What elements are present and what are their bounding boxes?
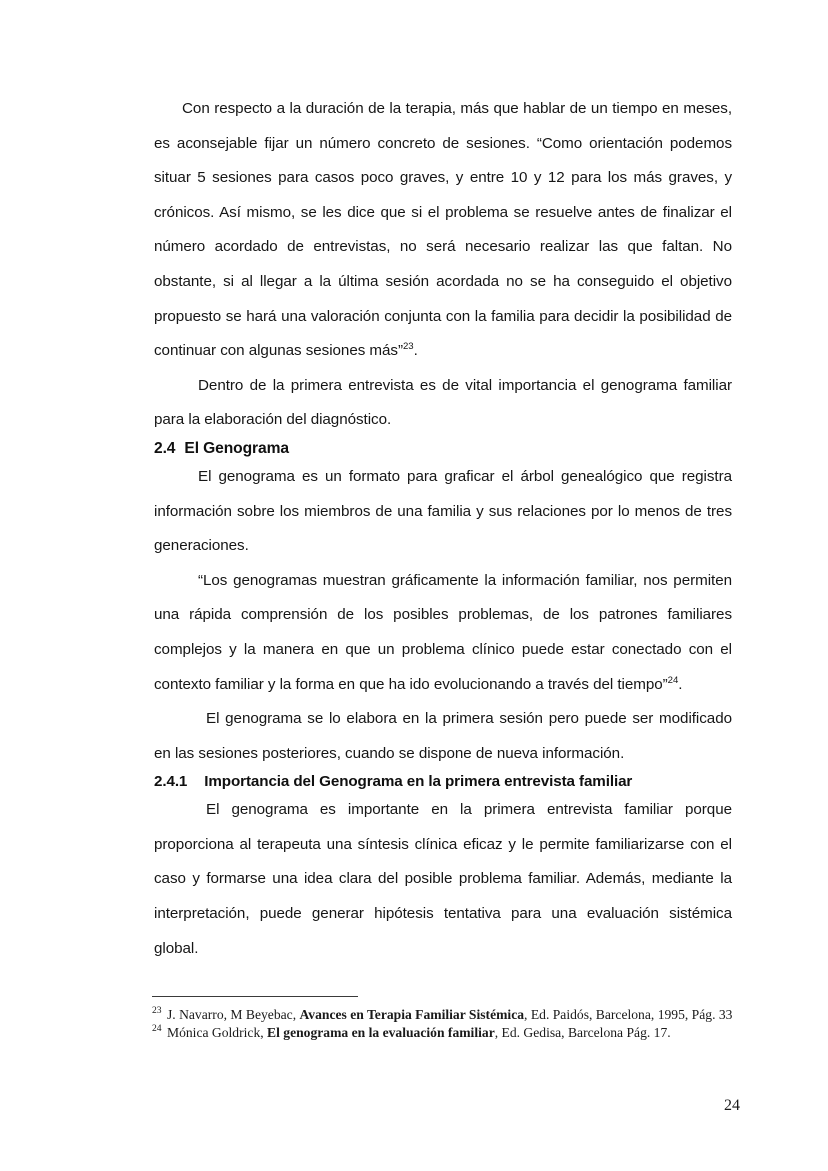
- heading-2-4-title: El Genograma: [184, 439, 289, 457]
- paragraph-genogram-definition: [154, 460, 732, 564]
- footnote-24-title: El genograma en la evaluación familiar: [267, 1024, 495, 1040]
- paragraph-text-tail: .: [678, 675, 683, 693]
- paragraph-text: “Los genogramas muestran gráficamente la información familiar, nos permiten una rápida comprensión de los posibles problemas, de los patrones familiares complejos y la manera en que un problema clínico puede estar conectado con el contexto familiar y la forma en que ha ido evolucionando a través del tiempo”: [154, 571, 732, 693]
- footnote-24-number: 24: [152, 1023, 162, 1035]
- footnote-ref-24[interactable]: 24: [667, 674, 679, 686]
- footnote-23-number: 23: [152, 1005, 162, 1017]
- paragraph-text-tail: .: [413, 342, 418, 360]
- paragraph-genogram-importance: [154, 793, 732, 966]
- paragraph-first-interview: [154, 369, 732, 438]
- footnote-23-publication: , Ed. Paidós, Barcelona, 1995, Pág. 33: [524, 1007, 733, 1022]
- footnote-24-publication: , Ed. Gedisa, Barcelona Pág. 17.: [494, 1024, 671, 1040]
- footnote-24: [152, 1024, 742, 1042]
- footnote-23-title: Avances en Terapia Familiar Sistémica: [299, 1007, 525, 1022]
- page-number: 24: [724, 1097, 740, 1114]
- heading-2-4-1: [154, 771, 732, 793]
- heading-2-4-1-title: Importancia del Genograma en la primera entrevista familiar: [204, 773, 633, 791]
- footnote-ref-23[interactable]: 23: [403, 341, 414, 353]
- paragraph-text: El genograma es un formato para graficar el árbol genealógico que registra información sobre los miembros de una familia y sus relaciones por lo menos de tres generaciones.: [154, 467, 732, 555]
- paragraph-genogram-quote: [154, 564, 732, 702]
- footnotes-section: [152, 996, 742, 1041]
- paragraph-therapy-duration: [154, 92, 732, 369]
- page-content: [154, 92, 732, 966]
- footnote-24-authors: Mónica Goldrick,: [163, 1024, 268, 1040]
- heading-2-4: [154, 438, 732, 460]
- footnote-separator-rule: [152, 996, 358, 997]
- paragraph-text: El genograma se lo elabora en la primera sesión pero puede ser modificado en las sesiones posteriores, cuando se dispone de nueva información.: [154, 710, 732, 762]
- footnote-23-authors: J. Navarro, M Beyebac,: [163, 1007, 300, 1022]
- paragraph-text: El genograma es importante en la primera entrevista familiar porque proporciona al terapeuta una síntesis clínica eficaz y le permite familiarizarse con el caso y formarse una idea clara del posible problema familiar. Además, mediante la interpretación, puede generar hipótesis tentativa para una evaluación sistémica global.: [154, 801, 732, 957]
- heading-2-4-number: 2.4: [154, 439, 176, 457]
- footnote-23: [152, 1006, 742, 1024]
- paragraph-genogram-elaboration: [154, 702, 732, 771]
- paragraph-text: Con respecto a la duración de la terapia, más que hablar de un tiempo en meses, es aconsejable fijar un número concreto de sesiones. “Como orientación podemos situar 5 sesiones para casos poco graves, y entre 10 y 12 para los más graves, y crónicos. Así mismo, se les dice que si el problema se resuelve antes de finalizar el número acordado de entrevistas, no será necesario realizar las que faltan. No obstante, si al llegar a la última sesión acordada no se ha conseguido el objetivo propuesto se hará una valoración conjunta con la familia para decidir la posibilidad de continuar con algunas sesiones más”: [154, 100, 732, 360]
- heading-2-4-1-number: 2.4.1: [154, 773, 188, 791]
- paragraph-text: Dentro de la primera entrevista es de vital importancia el genograma familiar para la elaboración del diagnóstico.: [154, 376, 732, 429]
